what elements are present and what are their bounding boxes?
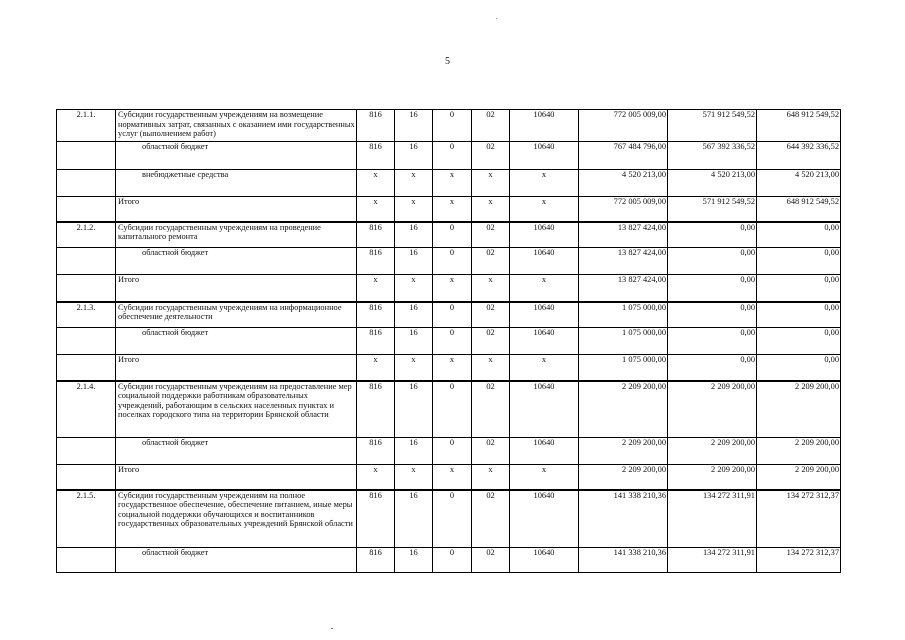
- table-row: [57, 110, 841, 142]
- table-row: [57, 438, 841, 465]
- cell-grbs: 816: [357, 110, 395, 142]
- cell-value-2: 0,00: [668, 275, 757, 302]
- cell-rz: 16: [395, 222, 433, 248]
- cell-value-3: 648 912 549,52: [757, 110, 841, 142]
- cell-value-2: 2 209 200,00: [668, 381, 757, 438]
- cell-grbs: x: [357, 275, 395, 302]
- row-code: [57, 548, 116, 573]
- cell-cs: 10640: [510, 490, 579, 548]
- cell-cs: x: [510, 170, 579, 197]
- cell-mp: x: [472, 197, 510, 222]
- cell-value-2: 567 392 336,52: [668, 142, 757, 170]
- table-row: [57, 355, 841, 381]
- cell-value-3: 0,00: [757, 328, 841, 355]
- cell-value-1: 141 338 210,36: [579, 548, 668, 573]
- cell-pr: 0: [433, 302, 472, 328]
- cell-value-1: 767 484 796,00: [579, 142, 668, 170]
- cell-rz: 16: [395, 248, 433, 275]
- cell-value-3: 134 272 312,37: [757, 490, 841, 548]
- cell-value-3: 0,00: [757, 222, 841, 248]
- table-row: [57, 248, 841, 275]
- cell-mp: x: [472, 465, 510, 490]
- cell-value-1: 4 520 213,00: [579, 170, 668, 197]
- table-row: [57, 381, 841, 438]
- row-name: Субсидии государственным учреждениям на возмещение нормативных затрат, связанных с оказанием ими государственных услуг (выполнением работ): [116, 110, 357, 142]
- cell-value-2: 0,00: [668, 222, 757, 248]
- cell-mp: 02: [472, 381, 510, 438]
- row-name: Субсидии государственным учреждениям на информационное обеспечение деятельности: [116, 302, 357, 328]
- row-name: областной бюджет: [116, 142, 357, 170]
- cell-value-2: 0,00: [668, 302, 757, 328]
- cell-value-3: 4 520 213,00: [757, 170, 841, 197]
- cell-value-3: 0,00: [757, 302, 841, 328]
- cell-value-1: 1 075 000,00: [579, 328, 668, 355]
- cell-value-1: 13 827 424,00: [579, 248, 668, 275]
- row-code: [57, 438, 116, 465]
- cell-mp: 02: [472, 248, 510, 275]
- cell-grbs: x: [357, 355, 395, 381]
- cell-value-1: 772 005 009,00: [579, 110, 668, 142]
- row-code: [57, 465, 116, 490]
- row-name: Субсидии государственным учреждениям на предоставление мер социальной поддержки работникам образовательных учреждений, работающим в сельских населенных пунктах и поселках городского типа на территории Брянской области: [116, 381, 357, 438]
- cell-pr: 0: [433, 328, 472, 355]
- table-row: [57, 302, 841, 328]
- cell-value-2: 571 912 549,52: [668, 197, 757, 222]
- cell-rz: 16: [395, 302, 433, 328]
- cell-pr: 0: [433, 222, 472, 248]
- cell-value-1: 2 209 200,00: [579, 438, 668, 465]
- scan-speck: [331, 628, 333, 629]
- cell-grbs: 816: [357, 222, 395, 248]
- row-code: [57, 142, 116, 170]
- cell-rz: x: [395, 275, 433, 302]
- table-row: [57, 142, 841, 170]
- row-name: Итого: [116, 355, 357, 381]
- cell-pr: x: [433, 197, 472, 222]
- cell-mp: 02: [472, 438, 510, 465]
- cell-pr: 0: [433, 110, 472, 142]
- scan-speck: [496, 18, 497, 19]
- cell-value-2: 0,00: [668, 355, 757, 381]
- table-row: [57, 328, 841, 355]
- cell-mp: 02: [472, 110, 510, 142]
- cell-grbs: 816: [357, 548, 395, 573]
- cell-value-1: 13 827 424,00: [579, 222, 668, 248]
- cell-value-2: 134 272 311,91: [668, 548, 757, 573]
- cell-cs: 10640: [510, 438, 579, 465]
- row-name: областной бюджет: [116, 438, 357, 465]
- cell-value-2: 2 209 200,00: [668, 465, 757, 490]
- cell-value-3: 2 209 200,00: [757, 438, 841, 465]
- cell-mp: x: [472, 275, 510, 302]
- cell-value-3: 648 912 549,52: [757, 197, 841, 222]
- cell-mp: x: [472, 355, 510, 381]
- cell-cs: 10640: [510, 302, 579, 328]
- cell-cs: 10640: [510, 328, 579, 355]
- cell-cs: 10640: [510, 222, 579, 248]
- row-code: 2.1.3.: [57, 302, 116, 328]
- row-name: Итого: [116, 197, 357, 222]
- cell-value-1: 2 209 200,00: [579, 465, 668, 490]
- cell-cs: 10640: [510, 110, 579, 142]
- cell-grbs: 816: [357, 142, 395, 170]
- cell-value-1: 13 827 424,00: [579, 275, 668, 302]
- row-code: [57, 275, 116, 302]
- row-name: Субсидии государственным учреждениям на полное государственное обеспечение, обеспечение питанием, иные меры социальной поддержки обучающихся и воспитанников государственных образовательных учреждений Брянской области: [116, 490, 357, 548]
- cell-rz: 16: [395, 548, 433, 573]
- cell-grbs: x: [357, 197, 395, 222]
- row-code: [57, 197, 116, 222]
- cell-grbs: 816: [357, 490, 395, 548]
- cell-rz: 16: [395, 328, 433, 355]
- cell-value-2: 4 520 213,00: [668, 170, 757, 197]
- cell-pr: x: [433, 170, 472, 197]
- row-code: [57, 355, 116, 381]
- cell-rz: 16: [395, 438, 433, 465]
- table-row: [57, 465, 841, 490]
- cell-cs: x: [510, 275, 579, 302]
- cell-rz: x: [395, 170, 433, 197]
- cell-mp: x: [472, 170, 510, 197]
- row-name: Итого: [116, 275, 357, 302]
- cell-value-2: 571 912 549,52: [668, 110, 757, 142]
- budget-table: [56, 109, 841, 573]
- cell-value-1: 1 075 000,00: [579, 302, 668, 328]
- cell-rz: 16: [395, 381, 433, 438]
- cell-cs: x: [510, 465, 579, 490]
- cell-value-3: 2 209 200,00: [757, 381, 841, 438]
- cell-pr: x: [433, 355, 472, 381]
- cell-cs: 10640: [510, 142, 579, 170]
- cell-value-3: 0,00: [757, 355, 841, 381]
- cell-cs: x: [510, 355, 579, 381]
- cell-pr: 0: [433, 490, 472, 548]
- row-code: [57, 248, 116, 275]
- cell-value-3: 2 209 200,00: [757, 465, 841, 490]
- cell-rz: 16: [395, 110, 433, 142]
- cell-pr: 0: [433, 248, 472, 275]
- table-row: [57, 548, 841, 573]
- cell-value-3: 0,00: [757, 248, 841, 275]
- cell-grbs: x: [357, 465, 395, 490]
- table-row: [57, 222, 841, 248]
- cell-grbs: 816: [357, 438, 395, 465]
- row-name: областной бюджет: [116, 548, 357, 573]
- cell-rz: x: [395, 197, 433, 222]
- cell-mp: 02: [472, 142, 510, 170]
- cell-value-2: 0,00: [668, 328, 757, 355]
- cell-value-1: 1 075 000,00: [579, 355, 668, 381]
- cell-grbs: 816: [357, 328, 395, 355]
- row-code: [57, 170, 116, 197]
- row-code: 2.1.1.: [57, 110, 116, 142]
- cell-mp: 02: [472, 490, 510, 548]
- row-name: областной бюджет: [116, 328, 357, 355]
- cell-grbs: x: [357, 170, 395, 197]
- cell-rz: x: [395, 355, 433, 381]
- cell-pr: 0: [433, 548, 472, 573]
- cell-cs: 10640: [510, 381, 579, 438]
- cell-cs: 10640: [510, 548, 579, 573]
- cell-value-2: 2 209 200,00: [668, 438, 757, 465]
- cell-value-2: 0,00: [668, 248, 757, 275]
- row-name: внебюджетные средства: [116, 170, 357, 197]
- cell-value-1: 141 338 210,36: [579, 490, 668, 548]
- table-row: [57, 170, 841, 197]
- row-name: Субсидии государственным учреждениям на проведение капитального ремонта: [116, 222, 357, 248]
- cell-pr: x: [433, 465, 472, 490]
- cell-value-3: 644 392 336,52: [757, 142, 841, 170]
- row-name: Итого: [116, 465, 357, 490]
- cell-mp: 02: [472, 548, 510, 573]
- cell-grbs: 816: [357, 302, 395, 328]
- cell-pr: 0: [433, 438, 472, 465]
- row-code: 2.1.5.: [57, 490, 116, 548]
- cell-mp: 02: [472, 328, 510, 355]
- cell-grbs: 816: [357, 381, 395, 438]
- cell-cs: 10640: [510, 248, 579, 275]
- cell-value-3: 0,00: [757, 275, 841, 302]
- cell-grbs: 816: [357, 248, 395, 275]
- cell-value-2: 134 272 311,91: [668, 490, 757, 548]
- cell-mp: 02: [472, 302, 510, 328]
- row-name: областной бюджет: [116, 248, 357, 275]
- cell-cs: x: [510, 197, 579, 222]
- page-number: 5: [445, 56, 450, 67]
- cell-pr: x: [433, 275, 472, 302]
- row-code: 2.1.4.: [57, 381, 116, 438]
- cell-mp: 02: [472, 222, 510, 248]
- cell-value-3: 134 272 312,37: [757, 548, 841, 573]
- cell-pr: 0: [433, 381, 472, 438]
- cell-rz: x: [395, 465, 433, 490]
- cell-rz: 16: [395, 490, 433, 548]
- row-code: 2.1.2.: [57, 222, 116, 248]
- table-row: [57, 197, 841, 222]
- table-row: [57, 275, 841, 302]
- table-row: [57, 490, 841, 548]
- cell-value-1: 772 005 009,00: [579, 197, 668, 222]
- row-code: [57, 328, 116, 355]
- cell-rz: 16: [395, 142, 433, 170]
- cell-value-1: 2 209 200,00: [579, 381, 668, 438]
- cell-pr: 0: [433, 142, 472, 170]
